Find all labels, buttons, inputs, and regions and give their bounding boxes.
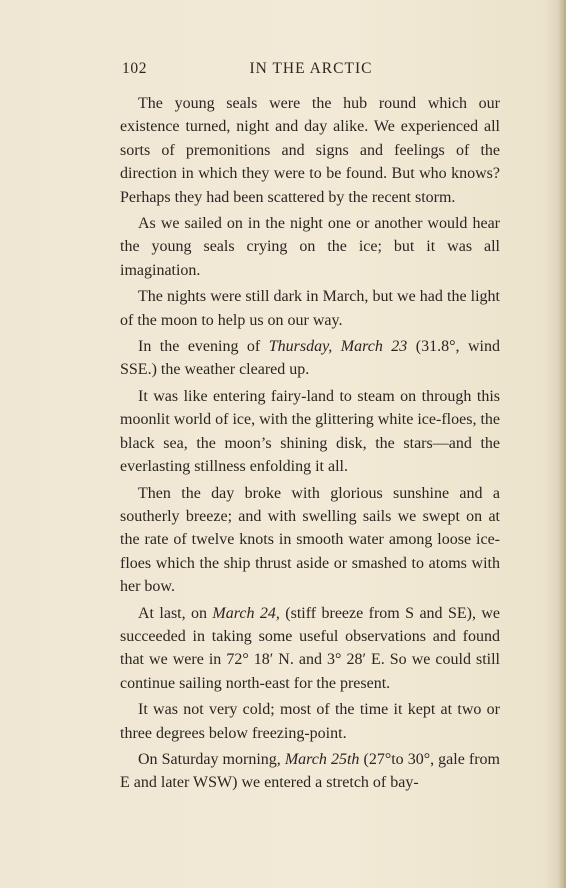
paragraph-text: (31.8°, wind SSE.) the weather cleared up. (120, 338, 500, 379)
paragraph (120, 748, 500, 795)
page-edge-shadow (558, 0, 566, 888)
paragraph (120, 698, 500, 745)
running-title: IN THE ARCTIC (249, 60, 373, 77)
paragraph-text: It was not very cold; most of the time it kept at two or three degrees below freezing-point. (120, 701, 500, 742)
paragraph (120, 335, 500, 382)
page-number: 102 (122, 60, 148, 77)
paragraph-text: In the evening of (138, 338, 269, 356)
date-italic: March 24, (212, 604, 280, 622)
paragraph-text: At last, on (138, 604, 213, 622)
date-italic: March 25th (284, 750, 360, 768)
paragraph (120, 212, 500, 282)
paragraph (120, 385, 500, 479)
date-italic: Thursday, March 23 (268, 338, 408, 356)
paragraph-text: As we sailed on in the night one or another would hear the young seals crying on the ice; but it was all imagination. (120, 215, 500, 279)
paragraph (120, 92, 500, 209)
page-header (122, 60, 500, 84)
paragraph (120, 482, 500, 599)
paragraph-text: On Saturday morning, (138, 750, 285, 768)
paragraph (120, 285, 500, 332)
paragraph-text: The nights were still dark in March, but we had the light of the moon to help us on our way. (120, 288, 500, 329)
paragraph-text: Then the day broke with glorious sunshine and a southerly breeze; and with swelling sails we swept on at the rate of twelve knots in smooth water among loose ice-floes which the ship thrust aside or smashed to atoms with her bow. (120, 484, 500, 596)
page-body (120, 92, 500, 795)
paragraph-text: The young seals were the hub round which our existence turned, night and day alike. We experienced all sorts of premonitions and signs and feelings of the direction in which they were to be found. But who knows? Perhaps they had been scattered by the recent storm. (120, 95, 500, 206)
paragraph-text: (27°to 30°, gale from E and later WSW) we entered a stretch of bay- (120, 750, 500, 792)
paragraph (120, 602, 500, 696)
paragraph-text: It was like entering fairy-land to steam on through this moonlit world of ice, with the glittering white ice-floes, the black sea, the moon’s shining disk, the stars—and the everlasting stillness enfolding it all. (120, 387, 500, 476)
paragraph-text: (stiff breeze from S and SE), we succeeded in taking some useful observations and found that we were in 72° 18′ N. and 3° 28′ E. So we could still continue sailing north-east for the present. (120, 604, 500, 692)
